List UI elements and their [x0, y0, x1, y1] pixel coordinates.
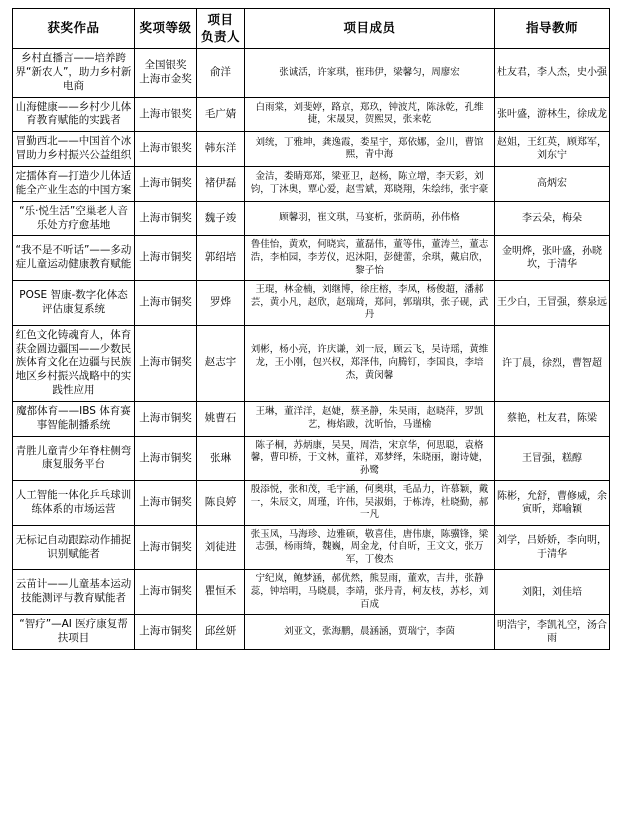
table-body: [13, 49, 610, 650]
cell-work: 乡村直播言——培养跨界“新农人”，助力乡村新电商: [13, 49, 135, 98]
cell-work: 云苗计——儿童基本运动技能测评与教育赋能者: [13, 570, 135, 615]
column-header-leader: [197, 9, 245, 49]
table-row: [13, 325, 610, 401]
cell-advising-teachers: 明浩宇，李凯礼空，汤合雨: [495, 615, 610, 650]
cell-project-members: 刘彬，杨小亮，许庆谦，刘一辰，顾云飞，吴诗瑶，黄维龙，王小刚，包兴权，郑泽伟，向腾钉，李国良，李培杰，黄闵馨: [245, 325, 495, 401]
cell-project-members: 刘亚文，张海鹏，晨涵涵，贾瑞宁，李茵: [245, 615, 495, 650]
column-header-teachers: 指导教师: [495, 9, 610, 49]
cell-project-members: 鲁佳怡，黄欢，何晓宾，董磊伟，董等伟，董涛兰，董志浩，李柏园，李芳仪，迟沐阳，彭健蕾，余琪，戴启欣，黎子怡: [245, 236, 495, 281]
cell-work: “智疗”—AI 医疗康复帮扶项目: [13, 615, 135, 650]
award-level-line: 上海市铜奖: [139, 295, 192, 308]
award-level-line: 上海市铜奖: [139, 451, 192, 464]
cell-advising-teachers: 刘阳，刘佳培: [495, 570, 610, 615]
cell-work: 定擂体育—打造少儿体适能全产业生态的中国方案: [13, 167, 135, 202]
cell-award-level: [135, 325, 197, 401]
award-level-line: 上海市铜奖: [139, 356, 192, 369]
cell-advising-teachers: 王冒强，糕醇: [495, 436, 610, 481]
award-results-table: [12, 8, 610, 650]
table-row: [13, 525, 610, 570]
table-row: [13, 281, 610, 326]
cell-project-leader: 瞿恒禾: [197, 570, 245, 615]
cell-project-members: 陈子桐，苏炳康，吴昊，周浩，宋京华，何思聪，袁格馨，曹印桥，于文林，董祥，邓梦绎，朱晓丽，谢诗婕，孙鹭: [245, 436, 495, 481]
cell-work: 魔都体育——IBS 体育赛事智能制播系统: [13, 401, 135, 436]
table-row: [13, 236, 610, 281]
cell-work: 青胜儿童青少年脊柱侧弯康复服务平台: [13, 436, 135, 481]
cell-advising-teachers: 张叶盛，游林生，徐成龙: [495, 97, 610, 132]
cell-project-members: 张诚活，许家琪，崔玮伊，梁馨匀，周廖宏: [245, 49, 495, 98]
award-level-line: 上海市铜奖: [139, 585, 192, 598]
cell-project-leader: 郭绍培: [197, 236, 245, 281]
table-row: [13, 201, 610, 236]
table-row: [13, 481, 610, 526]
cell-award-level: [135, 481, 197, 526]
cell-project-leader: 罗烨: [197, 281, 245, 326]
cell-advising-teachers: 李云朵，梅朵: [495, 201, 610, 236]
cell-work: 无标记自动跟踪动作捕捉识别赋能者: [13, 525, 135, 570]
cell-work: 冒勤西北——中国首个冰冒助力乡村振兴公益组织: [13, 132, 135, 167]
table-header-row: [13, 9, 610, 49]
cell-award-level: [135, 97, 197, 132]
cell-award-level: [135, 525, 197, 570]
table-header: [13, 9, 610, 49]
cell-work: 红色文化铸魂育人，体育获金圆边疆国——少数民族体育文化在边疆与民族地区乡村振兴战略中的实践性应用: [13, 325, 135, 401]
award-level-line: 上海市铜奖: [139, 251, 192, 264]
cell-advising-teachers: 杜友君，李人杰，史小强: [495, 49, 610, 98]
cell-work: “乐·悦生活”空巢老人音乐处方疗愈基地: [13, 201, 135, 236]
cell-award-level: [135, 615, 197, 650]
cell-award-level: [135, 281, 197, 326]
cell-award-level: [135, 49, 197, 98]
cell-project-members: 宁纪岚，鲍梦涵，郝优然，熊昱雨，董欢，吉井，张静蕊，钟培明，马晓晨，李靖，张丹青，柯友枝，苏杉，刘百成: [245, 570, 495, 615]
cell-award-level: [135, 436, 197, 481]
award-level-line: 上海市铜奖: [139, 540, 192, 553]
cell-project-members: 王琳，董洋洋，赵婕，蔡圣静，朱昊雨，赵晓萍，罗凯艺，梅焰跋，沈昕怡，马谨榆: [245, 401, 495, 436]
award-level-line: 全国银奖: [144, 58, 187, 71]
cell-project-leader: 邱丝妍: [197, 615, 245, 650]
cell-advising-teachers: 王少白，王冒强，蔡泉远: [495, 281, 610, 326]
award-level-line: 上海市银奖: [139, 142, 192, 155]
table-row: [13, 167, 610, 202]
cell-project-leader: 张琳: [197, 436, 245, 481]
column-header-leader-line1: 项目: [207, 12, 234, 27]
cell-award-level: [135, 570, 197, 615]
cell-work: POSE 智康-数字化体态评估康复系统: [13, 281, 135, 326]
cell-project-leader: 赵志宇: [197, 325, 245, 401]
award-level-line: 上海市铜奖: [139, 496, 192, 509]
table-row: [13, 436, 610, 481]
column-header-leader-line2: 负责人: [200, 28, 240, 44]
cell-advising-teachers: 陈彬，允舒，曹修威，余寅昕，郑喻颖: [495, 481, 610, 526]
cell-project-leader: 毛广婧: [197, 97, 245, 132]
cell-award-level: [135, 401, 197, 436]
cell-project-members: 顾馨羽，崔文琪，马宴析，张荫萌，孙伟格: [245, 201, 495, 236]
award-level-line: 上海市铜奖: [139, 211, 192, 224]
column-header-work: 获奖作品: [13, 9, 135, 49]
cell-project-leader: 刘徒进: [197, 525, 245, 570]
award-level-line: 上海市铜奖: [139, 176, 192, 189]
cell-project-members: 白雨棠，刘斐婷，路京，郑玖，钟波芃，陈泳乾，孔维捷，宋晟炅，贺熙炅，张来乾: [245, 97, 495, 132]
cell-project-leader: 俞洋: [197, 49, 245, 98]
cell-advising-teachers: 赵姐，王红英，顾郑军，刘东宁: [495, 132, 610, 167]
column-header-level: 奖项等级: [135, 9, 197, 49]
award-level-line: 上海市铜奖: [139, 411, 192, 424]
cell-project-leader: 褚伊磊: [197, 167, 245, 202]
cell-project-members: 张玉凤，马海珍、边雅硕，敬喜佳，唐伟康，陈骥锋，梁志强，杨雨绮，魏巍，周金龙，付自昕，王文文，张万军，丁俊杰: [245, 525, 495, 570]
cell-advising-teachers: 刘学，吕娇娇，李向明，于清华: [495, 525, 610, 570]
cell-project-leader: 韩东洋: [197, 132, 245, 167]
column-header-members: 项目成员: [245, 9, 495, 49]
award-level-line: 上海市金奖: [139, 72, 192, 85]
cell-project-members: 刘统，丁雅坤，龚逸霞，娄星宇，郑依娜，金川，曹馆熙，青中海: [245, 132, 495, 167]
cell-advising-teachers: 高炳宏: [495, 167, 610, 202]
cell-advising-teachers: 金明烨，张叶盛，孙晓坎，于清华: [495, 236, 610, 281]
table-row: [13, 97, 610, 132]
cell-award-level: [135, 132, 197, 167]
cell-award-level: [135, 167, 197, 202]
cell-project-members: 王琨，林金楠，刘继博，徐庄榕，李凤，杨俊超，潘郝芸，黄小凡，赵欣，赵瑞琦，郑问，郭瑞琪，张子砚，武丹: [245, 281, 495, 326]
award-level-line: 上海市银奖: [139, 107, 192, 120]
cell-project-members: 金洁，娄睛郑郑，梁亚卫，赵杨，陈立增，李天彩，刘钧，丁沐奥，覃心爱，赵雪斌，郑晓翔，朱绘纬，张宇豪: [245, 167, 495, 202]
table-row: [13, 615, 610, 650]
award-level-line: 上海市铜奖: [139, 624, 192, 637]
cell-work: 人工智能一体化乒乓球训练体系的市场运营: [13, 481, 135, 526]
cell-work: 山海健康——乡村少儿体育教育赋能的实践者: [13, 97, 135, 132]
cell-award-level: [135, 201, 197, 236]
cell-award-level: [135, 236, 197, 281]
table-row: [13, 49, 610, 98]
cell-advising-teachers: 许丁晨，徐烈，曹智超: [495, 325, 610, 401]
cell-project-leader: 陈良婷: [197, 481, 245, 526]
cell-project-members: 殷添悦，张和茂，毛宇涵，何奥琪，毛品力，许慕颖，戴一，朱辰文，周瑾，许伟，吴淑娟，于栋涛，杜晓勤，郝一凡: [245, 481, 495, 526]
table-row: [13, 132, 610, 167]
table-row: [13, 570, 610, 615]
table-row: [13, 401, 610, 436]
cell-advising-teachers: 蔡艳，杜友君，陈梁: [495, 401, 610, 436]
cell-work: “我不是不听话”——多动症儿童运动健康教育赋能: [13, 236, 135, 281]
cell-project-leader: 魏子竣: [197, 201, 245, 236]
cell-project-leader: 姚曹石: [197, 401, 245, 436]
